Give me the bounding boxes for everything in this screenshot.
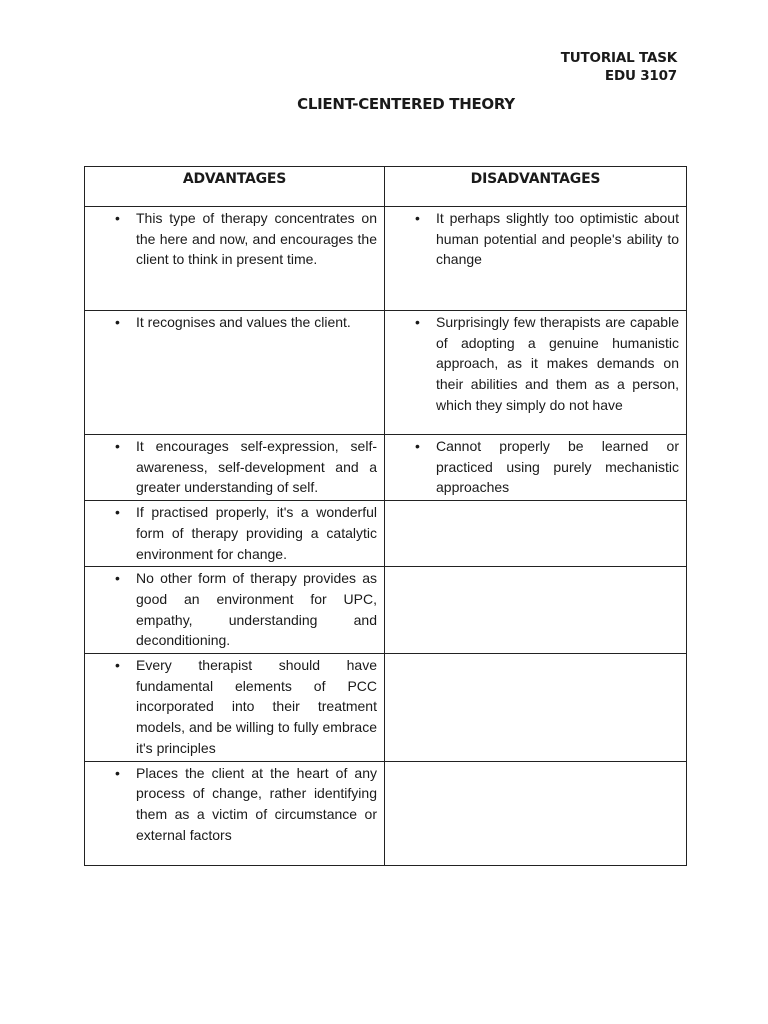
advantage-text: If practised properly, it's a wonderful form of therapy providing a catalytic environment for change.	[136, 504, 377, 562]
disadvantage-cell-empty	[385, 654, 687, 762]
bullet-icon: •	[115, 314, 120, 330]
advantage-cell	[85, 207, 385, 311]
bullet-icon: •	[115, 570, 120, 587]
comparison-table	[84, 166, 687, 866]
table-row	[85, 501, 687, 567]
advantage-text: It encourages self-expression, self-awareness, self-development and a greater understanding of self.	[136, 438, 377, 496]
document-header	[561, 49, 677, 85]
table-row	[85, 567, 687, 654]
advantage-text: It recognises and values the client.	[136, 314, 351, 330]
advantage-text: Every therapist should have fundamental elements of PCC incorporated into their treatment models, and be willing to fully embrace it's principles	[136, 657, 377, 756]
page-title: CLIENT-CENTERED THEORY	[297, 95, 515, 113]
column-header-disadvantages: DISADVANTAGES	[385, 167, 687, 207]
bullet-icon: •	[115, 657, 120, 674]
advantage-cell	[85, 501, 385, 567]
table-row	[85, 311, 687, 435]
disadvantage-cell-empty	[385, 761, 687, 865]
bullet-icon: •	[115, 438, 120, 454]
advantage-cell	[85, 567, 385, 654]
advantage-cell	[85, 654, 385, 762]
bullet-icon: •	[115, 764, 120, 781]
bullet-icon: •	[115, 210, 120, 226]
advantage-text: Places the client at the heart of any process of change, rather identifying them as a victim of circumstance or external factors	[136, 764, 377, 843]
bullet-icon: •	[415, 438, 420, 454]
column-header-advantages: ADVANTAGES	[85, 167, 385, 207]
disadvantage-text: Cannot properly be learned or practiced using purely mechanistic approaches	[436, 438, 679, 496]
header-tutorial-task: TUTORIAL TASK	[560, 50, 677, 66]
advantage-text: No other form of therapy provides as good an environment for UPC, empathy, understanding and deconditioning.	[136, 570, 377, 649]
disadvantage-cell	[385, 311, 687, 435]
header-course-code: EDU 3107	[604, 68, 677, 84]
advantage-cell	[85, 435, 385, 501]
table-header-row	[85, 167, 687, 207]
disadvantage-cell-empty	[385, 501, 687, 567]
table-row	[85, 435, 687, 501]
table-row	[85, 207, 687, 311]
disadvantage-cell	[385, 435, 687, 501]
bullet-icon: •	[415, 210, 420, 226]
disadvantage-cell	[385, 207, 687, 311]
table-row	[85, 654, 687, 762]
disadvantage-cell-empty	[385, 567, 687, 654]
bullet-icon: •	[115, 504, 120, 521]
bullet-icon: •	[415, 314, 420, 330]
disadvantage-text: It perhaps slightly too optimistic about human potential and people's ability to change	[436, 210, 679, 268]
advantage-cell	[85, 311, 385, 435]
advantage-text: This type of therapy concentrates on the here and now, and encourages the client to think in present time.	[136, 210, 377, 268]
disadvantage-text: Surprisingly few therapists are capable of adopting a genuine humanistic approach, as it makes demands on their abilities and them as a person, which they simply do not have	[436, 314, 679, 413]
advantage-cell	[85, 761, 385, 865]
table-row	[85, 761, 687, 865]
